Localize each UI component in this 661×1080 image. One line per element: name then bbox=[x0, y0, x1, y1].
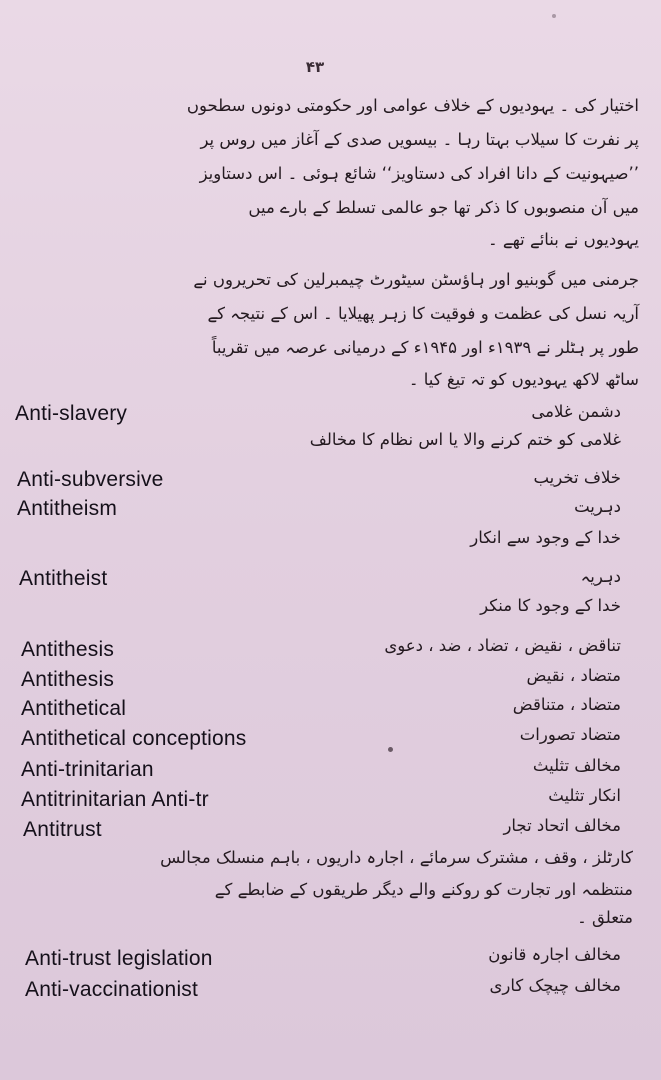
paragraph1-line-2: پر نفرت کا سیلاب بہتا رہا ۔ بیسویں صدی کے آغاز میں روس پر bbox=[200, 130, 639, 149]
page-number: ۴۳ bbox=[305, 58, 325, 76]
meaning-antithetical-conceptions: متضاد تصورات bbox=[519, 725, 621, 744]
sub-anti-slavery: غلامی کو ختم کرنے والا یا اس نظام کا مخالف bbox=[309, 430, 621, 449]
sub-antitrust-line-3: متعلق ۔ bbox=[577, 908, 633, 927]
paragraph2-line-3: طور پر ہٹلر نے ۱۹۳۹ء اور ۱۹۴۵ء کے درمیانی عرصہ میں تقریباً bbox=[211, 338, 639, 357]
term-anti-slavery: Anti-slavery bbox=[15, 402, 128, 425]
meaning-antitheism: دہریت bbox=[574, 497, 621, 516]
term-antitrust: Antitrust bbox=[23, 818, 102, 841]
meaning-antitrust: مخالف اتحاد تجار bbox=[503, 816, 621, 835]
meaning-antithesis-2: متضاد ، نقیض bbox=[526, 666, 621, 685]
meaning-anti-vaccinationist: مخالف چیچک کاری bbox=[489, 976, 621, 995]
term-antitheist: Antitheist bbox=[19, 567, 108, 590]
meaning-anti-subversive: خلاف تخریب bbox=[533, 468, 621, 487]
term-anti-trinitarian: Anti-trinitarian bbox=[21, 758, 154, 781]
meaning-antitheist: دہریہ bbox=[580, 567, 621, 586]
paragraph1-line-5: یہودیوں نے بنائے تھے ۔ bbox=[488, 230, 639, 249]
sub-antitrust-line-1: کارٹلز ، وقف ، مشترک سرمائے ، اجارہ داریوں ، باہم منسلک مجالس bbox=[160, 848, 633, 867]
term-antitrinitarian-anti-tr: Antitrinitarian Anti-tr bbox=[21, 788, 209, 811]
ink-speck bbox=[552, 14, 556, 18]
meaning-anti-trust-legislation: مخالف اجارہ قانون bbox=[488, 945, 621, 964]
sub-antitheism: خدا کے وجود سے انکار bbox=[470, 528, 621, 547]
meaning-antitrinitarian-anti-tr: انکار تثلیث bbox=[548, 786, 621, 805]
meaning-antithesis-1: تناقض ، نقیض ، تضاد ، ضد ، دعوی bbox=[384, 636, 621, 655]
paragraph1-line-4: میں آن منصوبوں کا ذکر تھا جو عالمی تسلط کے بارے میں bbox=[248, 198, 639, 217]
term-antithesis-2: Antithesis bbox=[21, 668, 115, 691]
meaning-anti-slavery: دشمن غلامی bbox=[531, 402, 621, 421]
term-antithetical-conceptions: Antithetical conceptions bbox=[21, 727, 247, 750]
ink-speck bbox=[388, 747, 393, 752]
sub-antitheist: خدا کے وجود کا منکر bbox=[480, 596, 621, 615]
term-antithetical: Antithetical bbox=[21, 697, 127, 720]
term-anti-vaccinationist: Anti-vaccinationist bbox=[25, 978, 199, 1001]
meaning-antithetical: متضاد ، متناقض bbox=[512, 695, 621, 714]
paragraph1-line-3: ’’صیہونیت کے دانا افراد کی دستاویز‘‘ شائع ہوئی ۔ اس دستاویز bbox=[199, 164, 639, 183]
term-anti-subversive: Anti-subversive bbox=[17, 468, 164, 491]
paragraph2-line-2: آریہ نسل کی عظمت و فوقیت کا زہر پھیلایا ۔ اس کے نتیجہ کے bbox=[207, 304, 639, 323]
term-anti-trust-legislation: Anti-trust legislation bbox=[25, 947, 213, 970]
meaning-anti-trinitarian: مخالف تثلیث bbox=[532, 756, 621, 775]
sub-antitrust-line-2: منتظمہ اور تجارت کو روکنے والے دیگر طریقوں کے ضابطے کے bbox=[214, 880, 633, 899]
paragraph2-line-4: ساٹھ لاکھ یہودیوں کو تہ تیغ کیا ۔ bbox=[408, 370, 639, 389]
term-antitheism: Antitheism bbox=[17, 497, 118, 520]
term-antithesis-1: Antithesis bbox=[21, 638, 115, 661]
paragraph2-line-1: جرمنی میں گوبنیو اور ہاؤسٹن سیٹورٹ چیمبرلین کی تحریروں نے bbox=[193, 270, 639, 289]
paragraph1-line-1: اختیار کی ۔ یہودیوں کے خلاف عوامی اور حکومتی دونوں سطحوں bbox=[186, 96, 639, 115]
